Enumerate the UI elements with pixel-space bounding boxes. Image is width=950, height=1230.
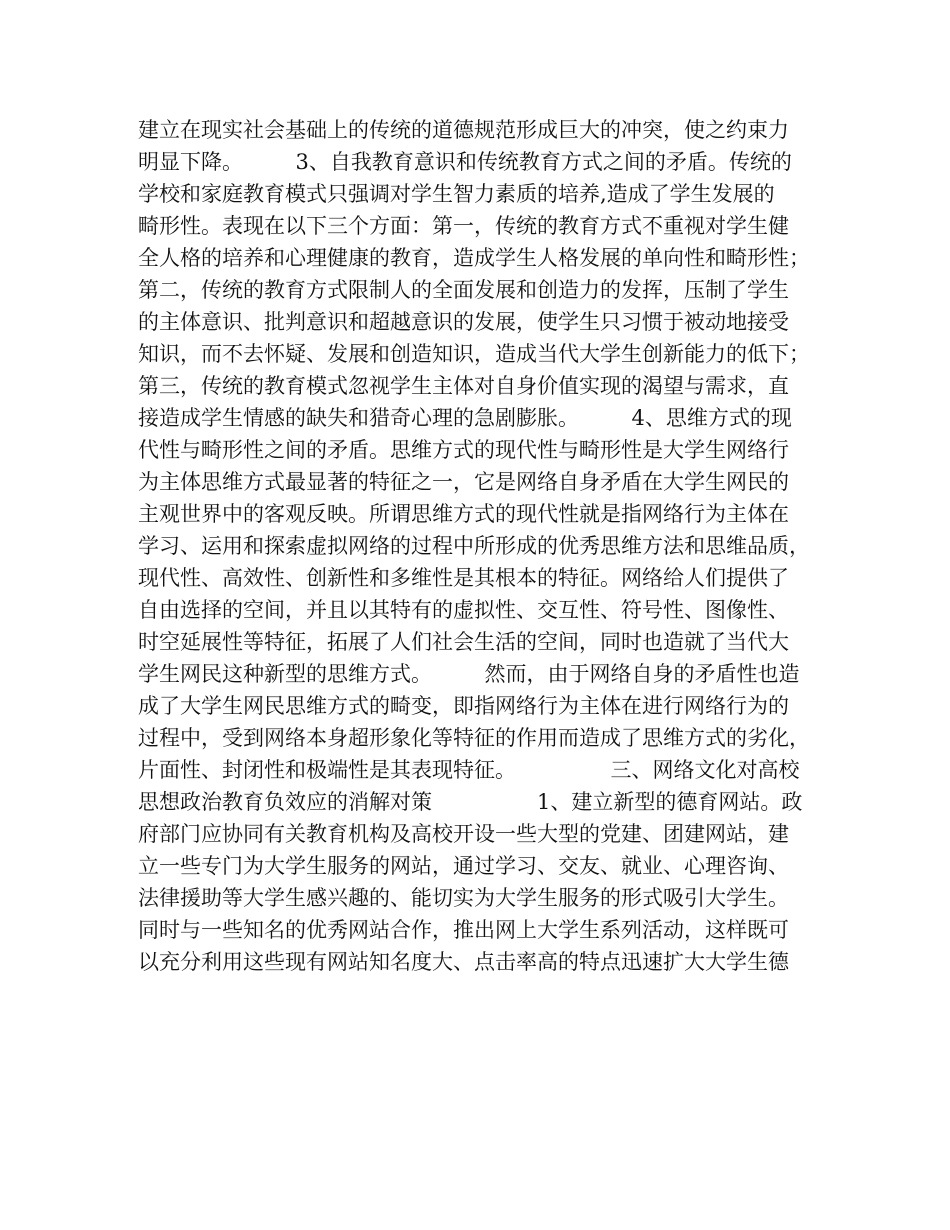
text-line: 思想政治教育负效应的消解对策 1、建立新型的德育网站。政: [138, 790, 803, 814]
text-line: 第二，传统的教育方式限制人的全面发展和创造力的发挥，压制了学生: [138, 278, 789, 302]
text-line: 知识，而不去怀疑、发展和创造知识，造成当代大学生创新能力的低下；: [138, 342, 810, 366]
text-line: 自由选择的空间，并且以其特有的虚拟性、交互性、符号性、图像性、: [138, 598, 789, 622]
text-line: 学生网民这种新型的思维方式。 然而，由于网络自身的矛盾性也造: [138, 662, 800, 686]
text-line: 法律援助等大学生感兴趣的、能切实为大学生服务的形式吸引大学生。: [138, 886, 789, 910]
text-line: 代性与畸形性之间的矛盾。思维方式的现代性与畸形性是大学生网络行: [138, 438, 789, 462]
text-line: 以充分利用这些现有网站知名度大、点击率高的特点迅速扩大大学生德: [138, 950, 789, 974]
text-line: 成了大学生网民思维方式的畸变，即指网络行为主体在进行网络行为的: [138, 694, 789, 718]
text-line: 明显下降。 3、自我教育意识和传统教育方式之间的矛盾。传统的: [138, 150, 792, 174]
text-line: 时空延展性等特征，拓展了人们社会生活的空间，同时也造就了当代大: [138, 630, 789, 654]
text-line: 现代性、高效性、创新性和多维性是其根本的特征。网络给人们提供了: [138, 566, 789, 590]
text-line: 学校和家庭教育模式只强调对学生智力素质的培养,造成了学生发展的: [138, 182, 775, 206]
text-line: 为主体思维方式最显著的特征之一，它是网络自身矛盾在大学生网民的: [138, 470, 789, 494]
text-line: 过程中，受到网络本身超形象化等特征的作用而造成了思维方式的劣化，: [138, 726, 810, 750]
text-line: 主观世界中的客观反映。所谓思维方式的现代性就是指网络行为主体在: [138, 502, 789, 526]
text-line: 片面性、封闭性和极端性是其表现特征。 三、网络文化对高校: [138, 758, 800, 782]
text-line: 立一些专门为大学生服务的网站，通过学习、交友、就业、心理咨询、: [138, 854, 789, 878]
text-line: 建立在现实社会基础上的传统的道德规范形成巨大的冲突，使之约束力: [138, 118, 789, 142]
text-line: 第三，传统的教育模式忽视学生主体对自身价值实现的渴望与需求，直: [138, 374, 789, 398]
text-line: 同时与一些知名的优秀网站合作，推出网上大学生系列活动，这样既可: [138, 918, 789, 942]
text-line: 畸形性。表现在以下三个方面：第一，传统的教育方式不重视对学生健: [138, 214, 789, 238]
text-line: 的主体意识、批判意识和超越意识的发展，使学生只习惯于被动地接受: [138, 310, 789, 334]
text-line: 全人格的培养和心理健康的教育，造成学生人格发展的单向性和畸形性；: [138, 246, 810, 270]
text-line: 接造成学生情感的缺失和猎奇心理的急剧膨胀。 4、思维方式的现: [138, 406, 792, 430]
text-line: 府部门应协同有关教育机构及高校开设一些大型的党建、团建网站，建: [138, 822, 789, 846]
text-line: 学习、运用和探索虚拟网络的过程中所形成的优秀思维方法和思维品质，: [138, 534, 810, 558]
body-text: [138, 114, 828, 978]
